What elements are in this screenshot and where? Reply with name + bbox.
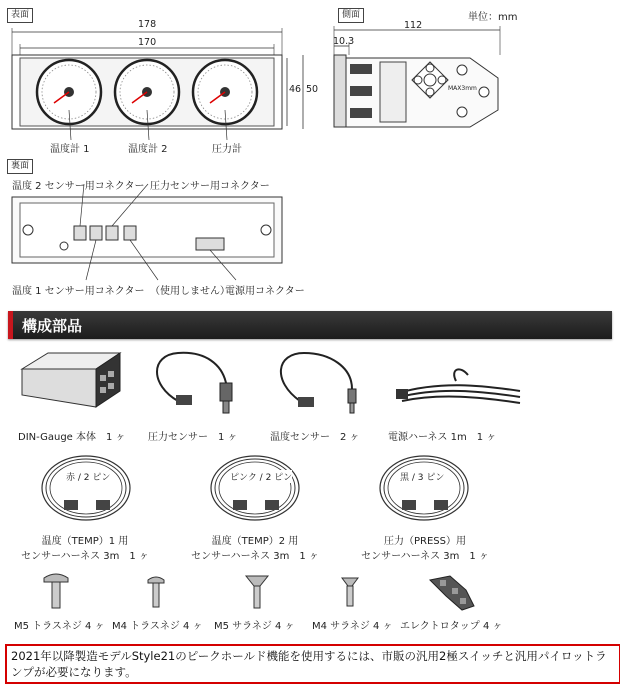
part-pressure-sensor-label: 圧力センサー 1 ヶ (148, 432, 238, 443)
part-m5-truss-label: M5 トラスネジ 4 ヶ (14, 621, 105, 632)
m4-countersunk-screw-image (342, 578, 358, 606)
part-pressure-harness-line1: 圧力（PRESS）用 (384, 536, 466, 547)
din-gauge-body-image (22, 353, 120, 407)
harness-tag-pink: ピンク / 2 ピン (230, 470, 292, 483)
part-m5-countersunk-label: M5 サラネジ 4 ヶ (214, 621, 295, 632)
pressure-sensor-image (157, 353, 232, 413)
section-title: 構成部品 (22, 317, 83, 335)
pressure-harness-coil-image (380, 456, 468, 520)
back-view-tag: 裏面 (7, 159, 33, 174)
m5-countersunk-screw-image (246, 576, 268, 608)
label-temp1-gauge: 温度計 1 (50, 144, 90, 155)
part-power-harness-label: 電源ハーネス 1m 1 ヶ (388, 432, 497, 443)
parts-row2-illustrations (0, 448, 620, 528)
temp-sensor-image (281, 353, 356, 413)
power-harness-image (396, 369, 520, 403)
label-temp2-connector: 温度 2 センサー用コネクター (12, 181, 145, 192)
peak-hold-note: 2021年以降製造モデルStyle21のピークホールド機能を使用するには、市販の汎用2極スイッチと汎用パイロットランプが必要になります。 (5, 644, 620, 684)
part-m4-countersunk-label: M4 サラネジ 4 ヶ (312, 621, 393, 632)
dim-total-width: 178 (138, 19, 157, 30)
dim-bezel: 10.3 (333, 36, 355, 47)
label-power-connector: 電源用コネクター (225, 286, 305, 297)
parts-row1-illustrations (0, 345, 620, 425)
part-temp1-harness-line1: 温度（TEMP）1 用 (41, 536, 129, 547)
part-temp1-harness-line2: センサーハーネス 3m 1 ヶ (21, 551, 149, 562)
part-temp1-harness-label (20, 532, 150, 562)
parts-row3-illustrations (0, 570, 620, 615)
m4-truss-screw-image (148, 577, 164, 607)
harness-tag-black: 黒 / 3 ピン (400, 470, 444, 483)
m5-truss-screw-image (44, 574, 68, 608)
temp1-harness-coil-image (42, 456, 130, 520)
part-temp2-harness-line1: 温度（TEMP）2 用 (211, 536, 299, 547)
label-unused-connector: （使用しません） (150, 286, 230, 297)
part-temp2-harness-label (190, 532, 320, 562)
part-pressure-harness-label (360, 532, 490, 562)
front-view-drawing (0, 0, 620, 160)
part-m4-truss-label: M4 トラスネジ 4 ヶ (112, 621, 203, 632)
part-din-gauge-label: DIN-Gauge 本体 1 ヶ (18, 432, 126, 443)
front-view-tag: 表面 (7, 8, 33, 23)
part-electro-tap-label: エレクトロタップ 4 ヶ (400, 621, 503, 632)
label-temp1-connector: 温度 1 センサー用コネクター (12, 286, 145, 297)
part-pressure-harness-line2: センサーハーネス 3m 1 ヶ (361, 551, 489, 562)
part-temp2-harness-line2: センサーハーネス 3m 1 ヶ (191, 551, 319, 562)
electro-tap-image (430, 576, 474, 610)
side-view-tag: 側面 (338, 8, 364, 23)
section-accent-bar (8, 311, 13, 339)
unit-label: 単位：mm (468, 12, 518, 23)
dim-body-width: 170 (138, 37, 157, 48)
harness-tag-red: 赤 / 2 ピン (66, 470, 110, 483)
dim-inner-height: 46 (289, 84, 302, 95)
label-pressure-gauge: 圧力計 (212, 144, 242, 155)
part-temp-sensor-label: 温度センサー 2 ヶ (270, 432, 360, 443)
temp2-harness-coil-image (211, 456, 299, 520)
dim-depth: 112 (404, 20, 423, 31)
section-header (8, 311, 612, 339)
label-temp2-gauge: 温度計 2 (128, 144, 168, 155)
dim-outer-height: 50 (306, 84, 319, 95)
mount-note: MAX3mm (448, 85, 477, 92)
label-pressure-connector: 圧力センサー用コネクター (150, 181, 270, 192)
